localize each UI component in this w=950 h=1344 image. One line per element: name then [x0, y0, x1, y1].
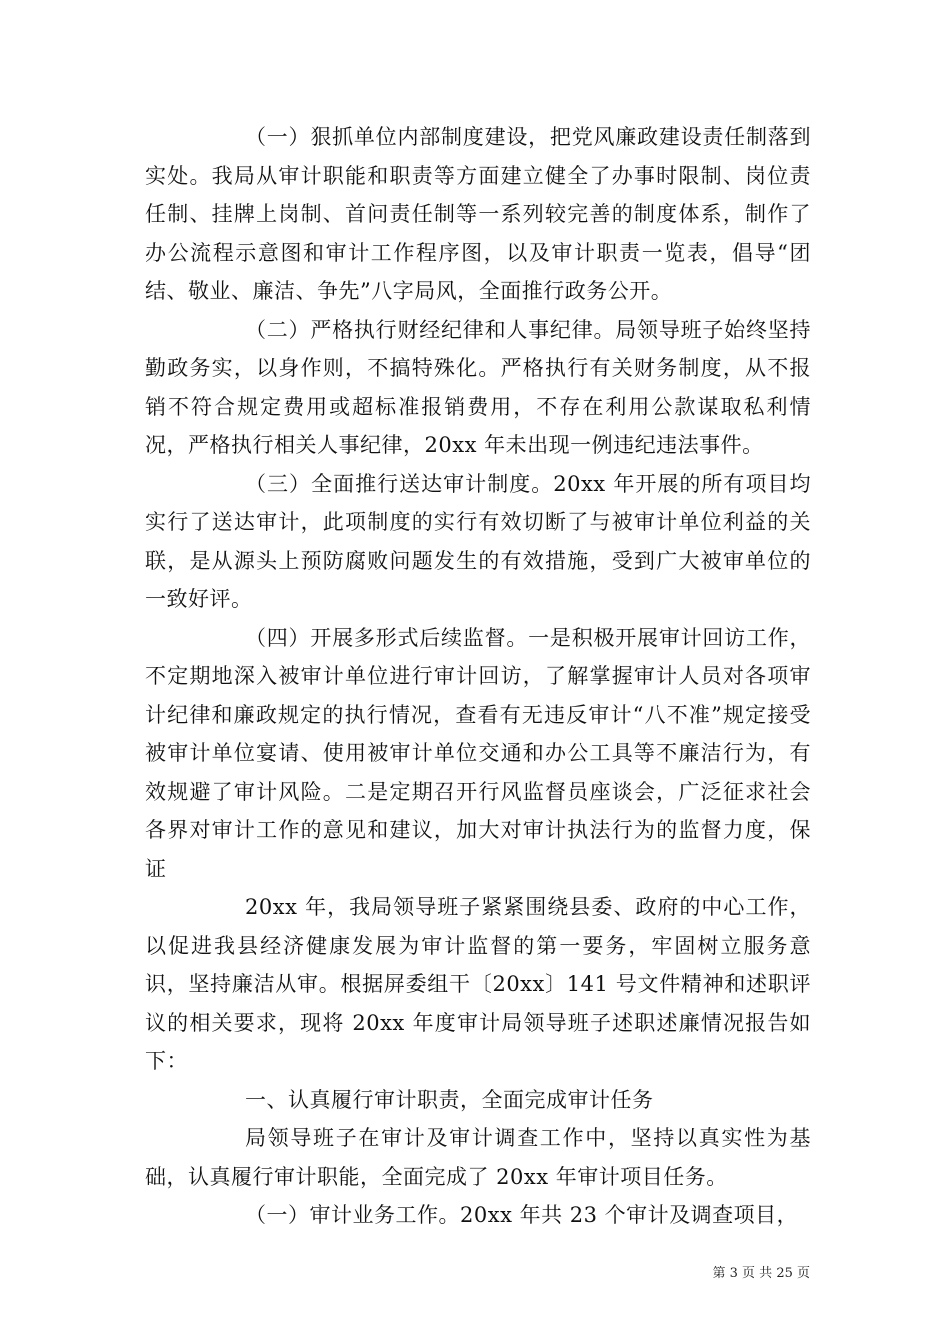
- paragraph-delivery-audit: （三）全面推行送达审计制度。20xx 年开展的所有项目均实行了送达审计，此项制度的实行有效切断了与被审计单位利益的关联，是从源头上预防腐败问题发生的有效措施，受到广大被审单位的一致好评。: [145, 471, 811, 611]
- page-number-footer: 第 3 页 共 25 页: [712, 1266, 810, 1281]
- paragraph-internal-system: （一）狠抓单位内部制度建设，把党风廉政建设责任制落到实处。我局从审计职能和职责等方面建立健全了办事时限制、岗位责任制、挂牌上岗制、首问责任制等一系列较完善的制度体系，制作了办公流程示意图和审计工作程序图，以及审计职责一览表，倡导“团结、敬业、廉洁、争先”八字局风，全面推行政务公开。: [145, 125, 811, 303]
- section-heading-audit-duties: 一、认真履行审计职责，全面完成审计任务: [245, 1087, 654, 1112]
- paragraph-follow-up-supervision: （四）开展多形式后续监督。一是积极开展审计回访工作，不定期地深入被审计单位进行审计回访，了解掌握审计人员对各项审计纪律和廉政规定的执行情况，查看有无违反审计“八不准”规定接受被审计单位宴请、使用被审计单位交通和办公工具等不廉洁行为，有效规避了审计风险。二是定期召开行风监督员座谈会，广泛征求社会各界对审计工作的意见和建议，加大对审计执法行为的监督力度，保证: [145, 625, 811, 881]
- document-body: [145, 118, 811, 1235]
- paragraph-audit-business: （一）审计业务工作。20xx 年共 23 个审计及调查项目，: [245, 1203, 799, 1227]
- paragraph-audit-tasks: 局领导班子在审计及审计调查工作中，坚持以真实性为基础，认真履行审计职能，全面完成了 20xx 年审计项目任务。: [145, 1126, 811, 1189]
- paragraph-financial-discipline: （二）严格执行财经纪律和人事纪律。局领导班子始终坚持勤政务实，以身作则，不搞特殊化。严格执行有关财务制度，从不报销不符合规定费用或超标准报销费用，不存在利用公款谋取私利情况，严格执行相关人事纪律，20xx 年未出现一例违纪违法事件。: [145, 317, 811, 457]
- paragraph-report-intro: 20xx 年，我局领导班子紧紧围绕县委、政府的中心工作，以促进我县经济健康发展为审计监督的第一要务，牢固树立服务意识，坚持廉洁从审。根据屏委组干〔20xx〕141 号文件精神和述职评议的相关要求，现将 20xx 年度审计局领导班子述职述廉情况报告如下：: [145, 895, 811, 1073]
